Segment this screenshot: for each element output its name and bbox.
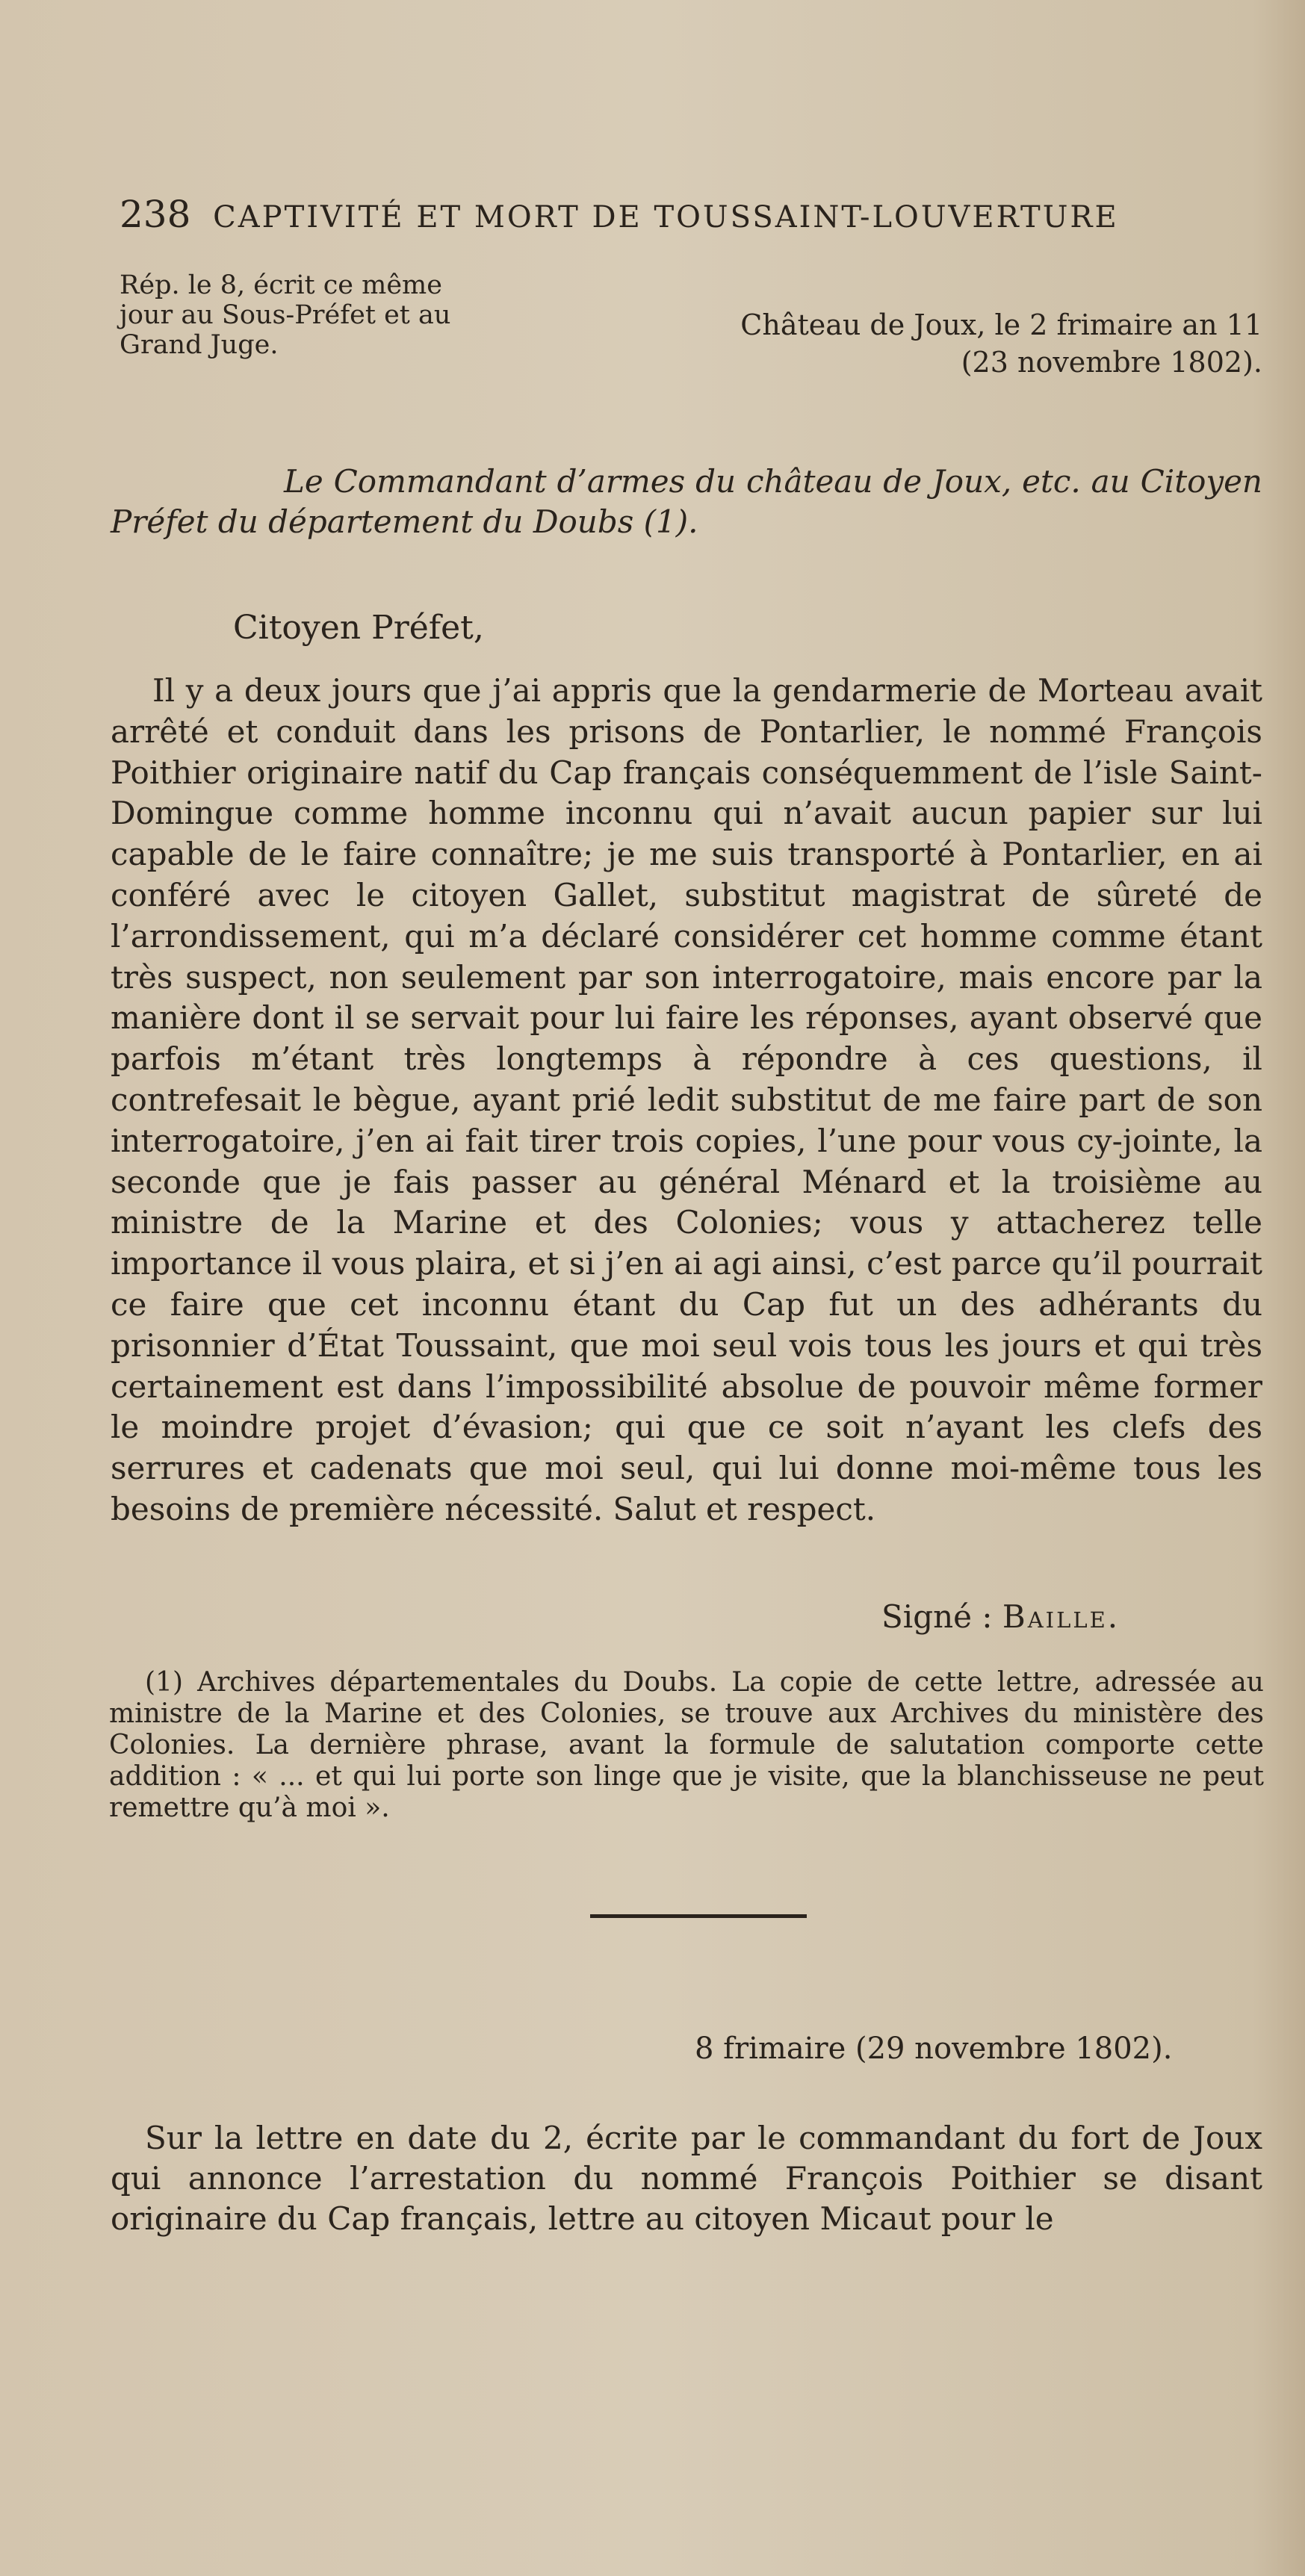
section-divider	[590, 1914, 807, 1918]
page-number: 238	[120, 193, 191, 236]
signature-prefix: Signé :	[881, 1598, 993, 1635]
margin-note: Rép. le 8, écrit ce même jour au Sous-Préfet et au Grand Juge.	[120, 270, 451, 360]
footnote: (1) Archives départementales du Doubs. La copie de cette lettre, adressée au ministre de la Marine et des Colonies, se trouve aux Archives du ministère des Colonies. La dernière phrase, avant la formule de salutation comporte cette addition : « ... et qui lui porte son linge que je visite, que la blanchisseuse ne peut remettre qu’à moi ».	[109, 1667, 1264, 1823]
letter-addressee: Le Commandant d’armes du château de Joux, etc. au Citoyen Préfet du département du Doubs (1).	[111, 463, 1262, 540]
running-title: CAPTIVITÉ ET MORT DE TOUSSAINT-LOUVERTURE	[213, 200, 1119, 235]
letter-dateline	[523, 306, 1262, 381]
second-entry-date: 8 frimaire (29 novembre 1802).	[695, 2032, 1173, 2066]
letter-signature	[881, 1598, 1120, 1635]
second-entry-text: Sur la lettre en date du 2, écrite par le commandant du fort de Joux qui annonce l’arrestation du nommé François Poithier se disant originaire du Cap français, lettre au citoyen Micaut pour le	[111, 2120, 1262, 2237]
signature-name: Baille.	[1002, 1598, 1120, 1635]
letter-salutation: Citoyen Préfet,	[233, 609, 484, 647]
dateline-place-date: Château de Joux, le 2 frimaire an 11	[740, 308, 1262, 341]
letter-body: Il y a deux jours que j’ai appris que la gendarmerie de Morteau avait arrêté et conduit dans les prisons de Pontarlier, le nommé François Poithier originaire natif du Cap français conséquemment de l’isle Saint-Domingue comme homme inconnu qui n’avait aucun papier sur lui capable de le faire connaître; je me suis transporté à Pontarlier, en ai conféré avec le citoyen Gallet, substitut magistrat de sûreté de l’arrondissement, qui m’a déclaré considérer cet homme comme étant très suspect, non seulement par son interrogatoire, mais encore par la manière dont il se servait pour lui faire les réponses, ayant observé que parfois m’étant très longtemps à répondre à ces questions, il contrefesait le bègue, ayant prié ledit substitut de me faire part de son interrogatoire, j’en ai fait tirer trois copies, l’une pour vous cy-jointe, la seconde que je fais passer au général Ménard et la troisième au ministre de la Marine et des Colonies; vous y attacherez telle importance il vous plaira, et si j’en ai agi ainsi, c’est parce qu’il pourrait ce faire que cet inconnu étant du Cap fut un des adhérants du prisonnier d’État Toussaint, que moi seul vois tous les jours et qui très certainement est dans l’impossibilité absolue de pouvoir même former le moindre projet d’évasion; qui que ce soit n’ayant les clefs des serrures et cadenats que moi seul, qui lui donne moi-même tous les besoins de première nécessité. Salut et respect.	[111, 672, 1262, 1527]
dateline-gregorian-date: (23 novembre 1802).	[961, 346, 1262, 379]
running-header	[120, 193, 1210, 236]
